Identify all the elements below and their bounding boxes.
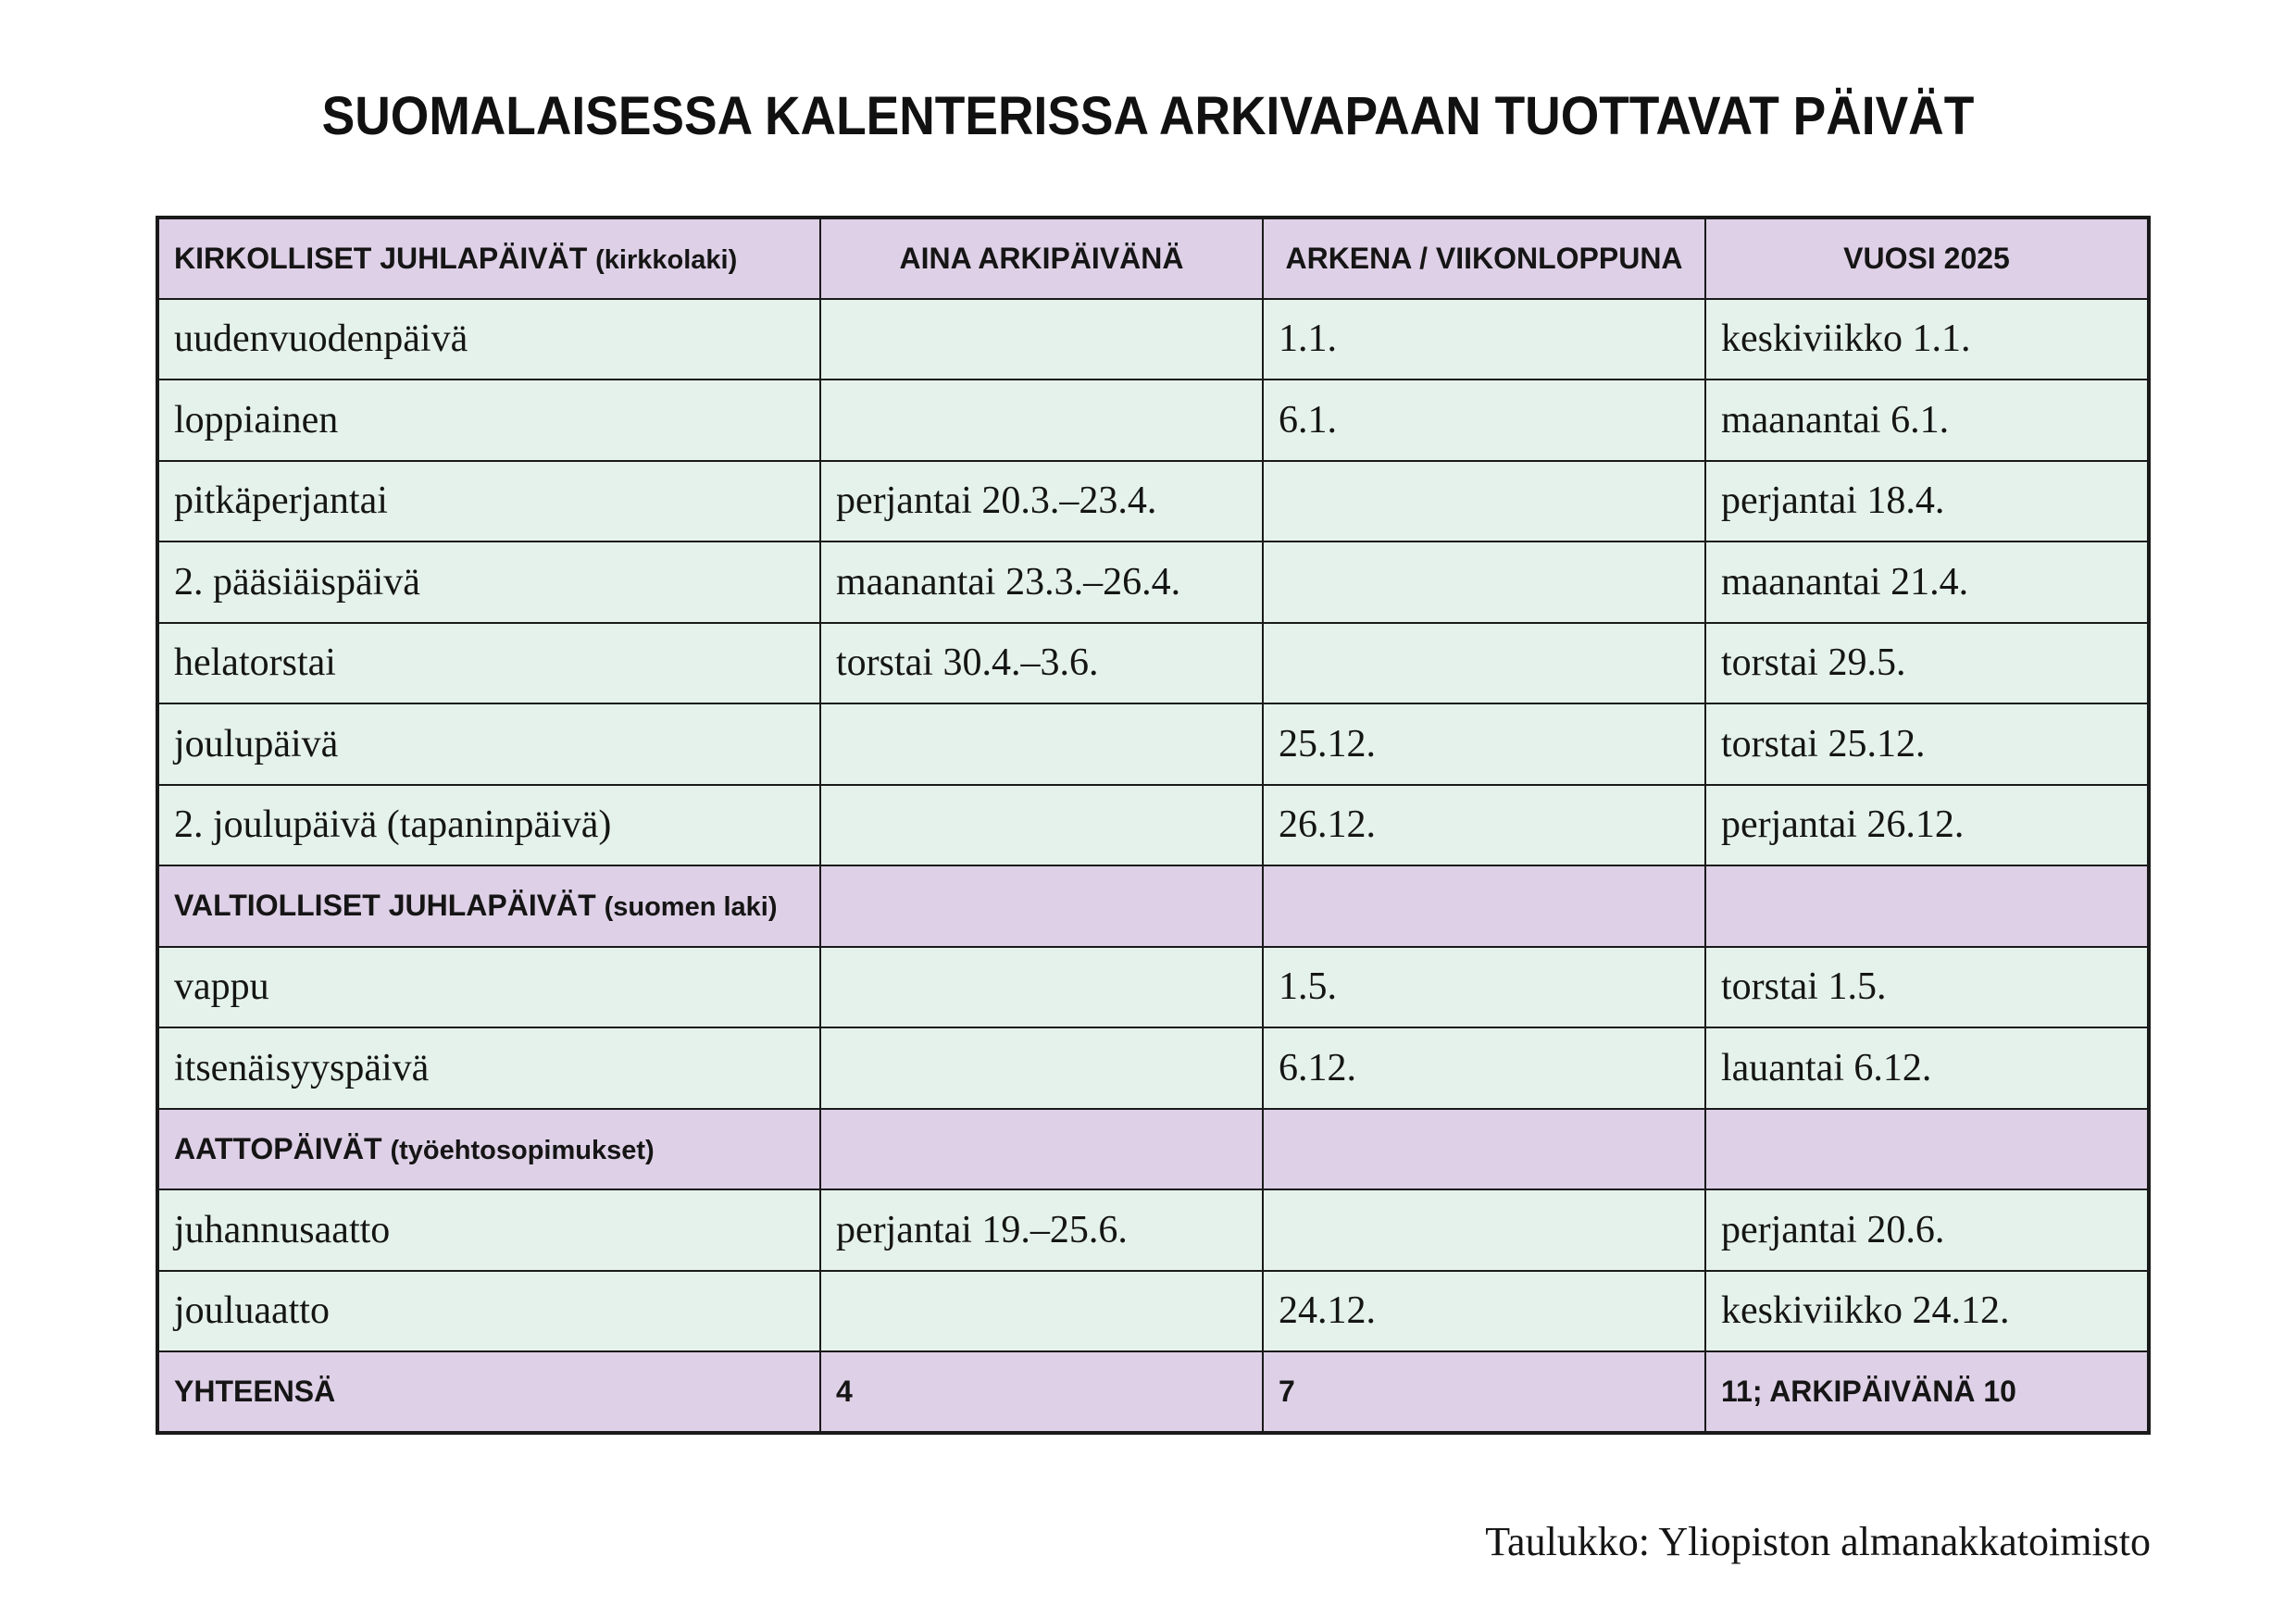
section-header-state: [157, 865, 820, 947]
always-weekday-cell: [820, 1027, 1263, 1109]
totals-label: [157, 1351, 820, 1433]
table-row: [157, 623, 2149, 704]
year-2025-cell: torstai 25.12.: [1705, 703, 2149, 785]
totals-always-weekday: [820, 1351, 1263, 1433]
table-row: [157, 461, 2149, 542]
empty-cell: [1705, 1109, 2149, 1190]
empty-cell: [820, 865, 1263, 947]
year-2025-cell: maanantai 21.4.: [1705, 541, 2149, 623]
empty-cell: [1263, 1109, 1705, 1190]
always-weekday-cell: maanantai 23.3.–26.4.: [820, 541, 1263, 623]
column-header-year-2025: VUOSI 2025: [1705, 218, 2149, 299]
empty-cell: [820, 1109, 1263, 1190]
section-row-eves: [157, 1109, 2149, 1190]
weekday-or-weekend-cell: [1263, 461, 1705, 542]
holiday-name: helatorstai: [157, 623, 820, 704]
totals-year-2025-value: 11; ARKIPÄIVÄNÄ 10: [1721, 1374, 2016, 1408]
always-weekday-cell: [820, 947, 1263, 1028]
year-2025-cell: torstai 29.5.: [1705, 623, 2149, 704]
year-2025-cell: perjantai 26.12.: [1705, 785, 2149, 866]
totals-year-2025: [1705, 1351, 2149, 1433]
year-2025-cell: perjantai 18.4.: [1705, 461, 2149, 542]
weekday-or-weekend-cell: [1263, 1189, 1705, 1271]
weekday-or-weekend-cell: 26.12.: [1263, 785, 1705, 866]
holiday-name: 2. joulupäivä (tapaninpäivä): [157, 785, 820, 866]
page-title: SUOMALAISESSA KALENTERISSA ARKIVAPAAN TUOTTAVAT PÄIVÄT: [321, 86, 1975, 146]
totals-weekday-or-weekend: [1263, 1351, 1705, 1433]
table-row: [157, 785, 2149, 866]
holiday-name: juhannusaatto: [157, 1189, 820, 1271]
weekday-or-weekend-cell: [1263, 623, 1705, 704]
table-row: [157, 380, 2149, 461]
totals-row: [157, 1351, 2149, 1433]
column-header-weekday-or-weekend: ARKENA / VIIKONLOPPUNA: [1263, 218, 1705, 299]
empty-cell: [1705, 865, 2149, 947]
source-note: Taulukko: Yliopiston almanakkatoimisto: [1485, 1519, 2151, 1564]
empty-cell: [1263, 865, 1705, 947]
holiday-name: uudenvuodenpäivä: [157, 299, 820, 380]
always-weekday-cell: perjantai 19.–25.6.: [820, 1189, 1263, 1271]
year-2025-cell: keskiviikko 1.1.: [1705, 299, 2149, 380]
holiday-name: jouluaatto: [157, 1271, 820, 1352]
table-row: [157, 541, 2149, 623]
section-label: KIRKOLLISET JUHLAPÄIVÄT: [174, 241, 588, 275]
always-weekday-cell: [820, 1271, 1263, 1352]
year-2025-cell: keskiviikko 24.12.: [1705, 1271, 2149, 1352]
always-weekday-cell: [820, 299, 1263, 380]
table-row: [157, 1271, 2149, 1352]
holiday-name: itsenäisyyspäivä: [157, 1027, 820, 1109]
section-header-church: [157, 218, 820, 299]
section-header-eves: [157, 1109, 820, 1190]
year-2025-cell: lauantai 6.12.: [1705, 1027, 2149, 1109]
weekday-or-weekend-cell: 24.12.: [1263, 1271, 1705, 1352]
table-row: [157, 1189, 2149, 1271]
holiday-name: pitkäperjantai: [157, 461, 820, 542]
section-label: AATTOPÄIVÄT: [174, 1131, 382, 1165]
weekday-or-weekend-cell: 1.1.: [1263, 299, 1705, 380]
table-row: [157, 703, 2149, 785]
year-2025-cell: maanantai 6.1.: [1705, 380, 2149, 461]
holidays-table: [156, 216, 2151, 1435]
always-weekday-cell: [820, 703, 1263, 785]
year-2025-cell: perjantai 20.6.: [1705, 1189, 2149, 1271]
always-weekday-cell: [820, 785, 1263, 866]
weekday-or-weekend-cell: 6.12.: [1263, 1027, 1705, 1109]
table-row: [157, 947, 2149, 1028]
always-weekday-cell: torstai 30.4.–3.6.: [820, 623, 1263, 704]
weekday-or-weekend-cell: 25.12.: [1263, 703, 1705, 785]
holiday-name: joulupäivä: [157, 703, 820, 785]
holiday-name: vappu: [157, 947, 820, 1028]
year-2025-cell: torstai 1.5.: [1705, 947, 2149, 1028]
section-note: (suomen laki): [604, 892, 778, 923]
totals-label-text: YHTEENSÄ: [174, 1374, 336, 1408]
section-label: VALTIOLLISET JUHLAPÄIVÄT: [174, 889, 596, 923]
holiday-name: 2. pääsiäispäivä: [157, 541, 820, 623]
table-header-row: [157, 218, 2149, 299]
column-header-always-weekday: AINA ARKIPÄIVÄNÄ: [820, 218, 1263, 299]
always-weekday-cell: [820, 380, 1263, 461]
holiday-name: loppiainen: [157, 380, 820, 461]
totals-weekday-or-weekend-value: 7: [1279, 1374, 1295, 1408]
weekday-or-weekend-cell: 6.1.: [1263, 380, 1705, 461]
table-row: [157, 299, 2149, 380]
table-row: [157, 1027, 2149, 1109]
weekday-or-weekend-cell: [1263, 541, 1705, 623]
weekday-or-weekend-cell: 1.5.: [1263, 947, 1705, 1028]
always-weekday-cell: perjantai 20.3.–23.4.: [820, 461, 1263, 542]
section-note: (työehtosopimukset): [390, 1135, 655, 1165]
totals-always-weekday-value: 4: [836, 1374, 853, 1408]
section-note: (kirkkolaki): [595, 244, 738, 275]
section-row-state: [157, 865, 2149, 947]
